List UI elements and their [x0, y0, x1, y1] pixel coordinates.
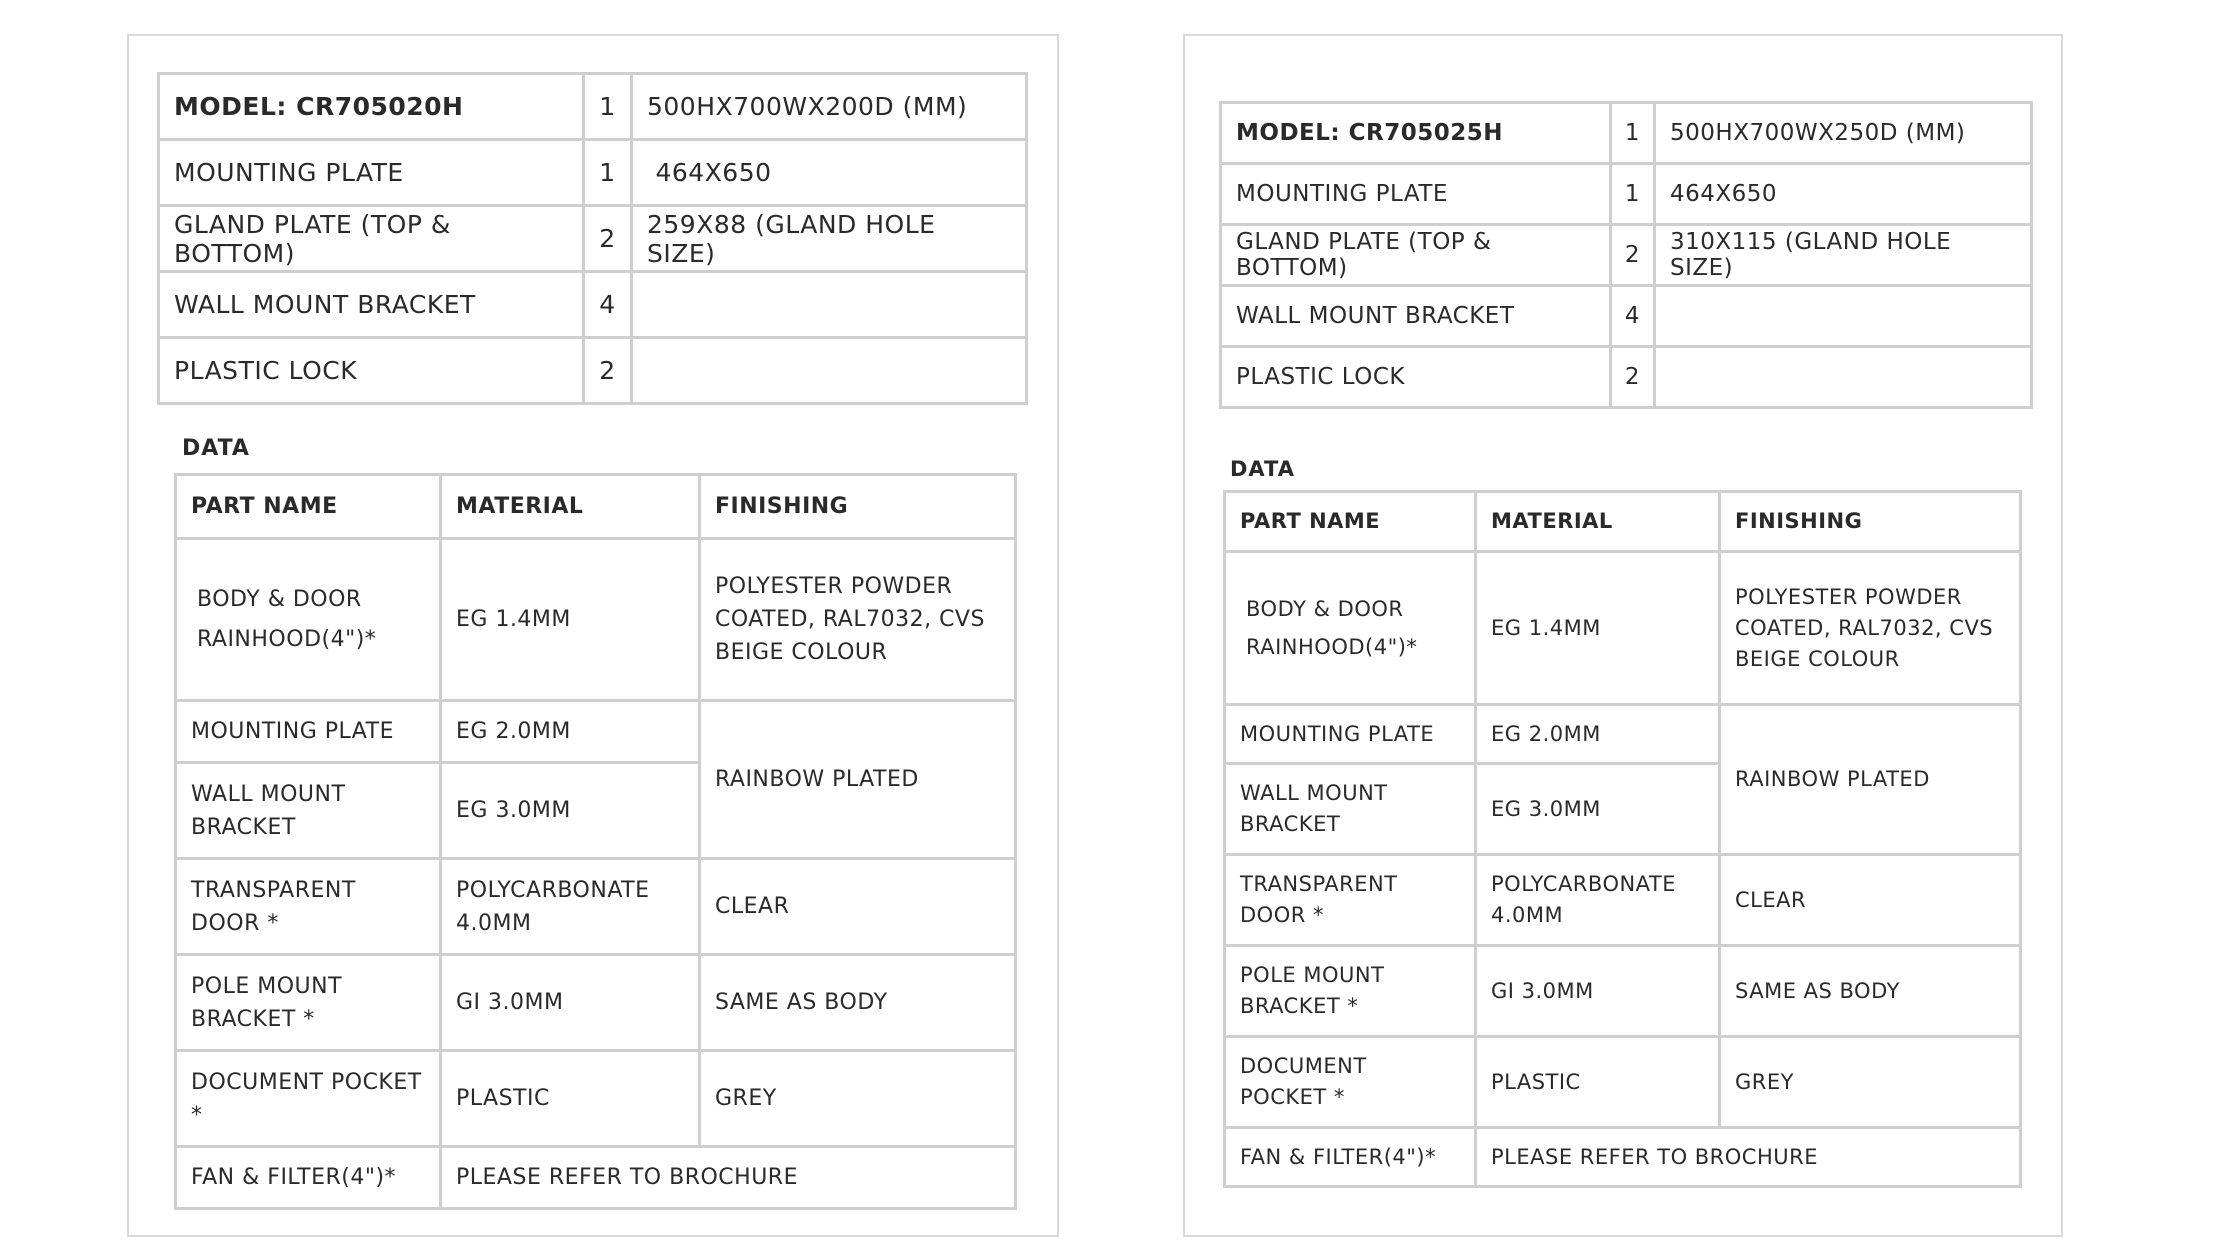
quantity: 1 — [584, 74, 632, 140]
part-name: MOUNTING PLATE — [176, 701, 441, 763]
spec-table — [1219, 101, 2033, 409]
finishing: CLEAR — [700, 859, 1016, 955]
dimension: 500HX700WX250D (MM) — [1655, 103, 2032, 164]
part-name: POLE MOUNT BRACKET * — [176, 955, 441, 1051]
dimension: 500HX700WX200D (MM) — [632, 74, 1027, 140]
material: EG 1.4MM — [1476, 552, 1720, 705]
material: EG 2.0MM — [441, 701, 700, 763]
material: EG 2.0MM — [1476, 705, 1720, 764]
part-name: DOCUMENT POCKET * — [176, 1051, 441, 1147]
table-row — [176, 955, 1016, 1051]
table-row — [1225, 1128, 2021, 1187]
part-name: MOUNTING PLATE — [1225, 705, 1476, 764]
part-name: DOCUMENT POCKET * — [1225, 1037, 1476, 1128]
component-name: MOUNTING PLATE — [1221, 164, 1611, 225]
finishing: GREY — [700, 1051, 1016, 1147]
finishing: SAME AS BODY — [1720, 946, 2021, 1037]
component-name: GLAND PLATE (TOP & BOTTOM) — [159, 206, 584, 272]
table-row — [1225, 855, 2021, 946]
table-row — [1221, 103, 2032, 164]
part-name: TRANSPARENT DOOR * — [1225, 855, 1476, 946]
header-part-name: PART NAME — [176, 475, 441, 539]
part-name: FAN & FILTER(4")* — [176, 1147, 441, 1209]
material: PLASTIC — [1476, 1037, 1720, 1128]
model-name: MODEL: CR705025H — [1221, 103, 1611, 164]
table-row — [159, 74, 1027, 140]
table-header-row — [176, 475, 1016, 539]
table-row — [1221, 164, 2032, 225]
spec-table — [157, 72, 1028, 405]
quantity: 1 — [1611, 103, 1655, 164]
component-name: WALL MOUNT BRACKET — [159, 272, 584, 338]
dimension — [1655, 286, 2032, 347]
dimension: 464X650 — [632, 140, 1027, 206]
model-name: MODEL: CR705020H — [159, 74, 584, 140]
header-finishing: FINISHING — [1720, 492, 2021, 552]
material: GI 3.0MM — [441, 955, 700, 1051]
table-row — [1225, 552, 2021, 705]
component-name: PLASTIC LOCK — [159, 338, 584, 404]
material: EG 3.0MM — [1476, 764, 1720, 855]
brochure-note: PLEASE REFER TO BROCHURE — [441, 1147, 1016, 1209]
finishing: SAME AS BODY — [700, 955, 1016, 1051]
component-name: PLASTIC LOCK — [1221, 347, 1611, 408]
table-row — [176, 1051, 1016, 1147]
part-name: BODY & DOOR RAINHOOD(4")* — [1225, 552, 1476, 705]
table-row — [1221, 347, 2032, 408]
table-row — [176, 1147, 1016, 1209]
data-section-label: DATA — [1230, 457, 1296, 481]
part-name: WALL MOUNT BRACKET — [176, 763, 441, 859]
material: GI 3.0MM — [1476, 946, 1720, 1037]
part-name: WALL MOUNT BRACKET — [1225, 764, 1476, 855]
finishing: CLEAR — [1720, 855, 2021, 946]
table-row — [176, 859, 1016, 955]
quantity: 4 — [584, 272, 632, 338]
dimension: 310X115 (GLAND HOLE SIZE) — [1655, 225, 2032, 286]
component-name: GLAND PLATE (TOP & BOTTOM) — [1221, 225, 1611, 286]
quantity: 2 — [1611, 225, 1655, 286]
data-section-label: DATA — [182, 436, 250, 461]
material: PLASTIC — [441, 1051, 700, 1147]
finishing: GREY — [1720, 1037, 2021, 1128]
component-name: WALL MOUNT BRACKET — [1221, 286, 1611, 347]
material: EG 1.4MM — [441, 539, 700, 701]
part-name: BODY & DOOR RAINHOOD(4")* — [176, 539, 441, 701]
dimension — [632, 272, 1027, 338]
material-data-table — [1223, 490, 2022, 1188]
header-material: MATERIAL — [1476, 492, 1720, 552]
table-row — [1225, 705, 2021, 764]
quantity: 1 — [584, 140, 632, 206]
dimension — [632, 338, 1027, 404]
finishing: RAINBOW PLATED — [1720, 705, 2021, 855]
quantity: 4 — [1611, 286, 1655, 347]
dimension: 259X88 (GLAND HOLE SIZE) — [632, 206, 1027, 272]
table-row — [1225, 1037, 2021, 1128]
spec-panel-cr705025h — [1183, 34, 2063, 1237]
brochure-note: PLEASE REFER TO BROCHURE — [1476, 1128, 2021, 1187]
table-row — [176, 701, 1016, 763]
header-part-name: PART NAME — [1225, 492, 1476, 552]
material-data-table — [174, 473, 1017, 1210]
table-row — [1221, 225, 2032, 286]
dimension — [1655, 347, 2032, 408]
header-material: MATERIAL — [441, 475, 700, 539]
dimension: 464X650 — [1655, 164, 2032, 225]
table-row — [159, 338, 1027, 404]
material: POLYCARBONATE 4.0MM — [441, 859, 700, 955]
table-row — [159, 206, 1027, 272]
part-name: POLE MOUNT BRACKET * — [1225, 946, 1476, 1037]
material: POLYCARBONATE 4.0MM — [1476, 855, 1720, 946]
quantity: 2 — [1611, 347, 1655, 408]
table-row — [159, 272, 1027, 338]
table-header-row — [1225, 492, 2021, 552]
quantity: 2 — [584, 338, 632, 404]
header-finishing: FINISHING — [700, 475, 1016, 539]
table-row — [1221, 286, 2032, 347]
material: EG 3.0MM — [441, 763, 700, 859]
finishing: POLYESTER POWDER COATED, RAL7032, CVS BEIGE COLOUR — [700, 539, 1016, 701]
quantity: 1 — [1611, 164, 1655, 225]
part-name: TRANSPARENT DOOR * — [176, 859, 441, 955]
finishing: RAINBOW PLATED — [700, 701, 1016, 859]
table-row — [1225, 946, 2021, 1037]
component-name: MOUNTING PLATE — [159, 140, 584, 206]
table-row — [176, 539, 1016, 701]
table-row — [159, 140, 1027, 206]
quantity: 2 — [584, 206, 632, 272]
finishing: POLYESTER POWDER COATED, RAL7032, CVS BEIGE COLOUR — [1720, 552, 2021, 705]
spec-panel-cr705020h — [127, 34, 1059, 1237]
part-name: FAN & FILTER(4")* — [1225, 1128, 1476, 1187]
